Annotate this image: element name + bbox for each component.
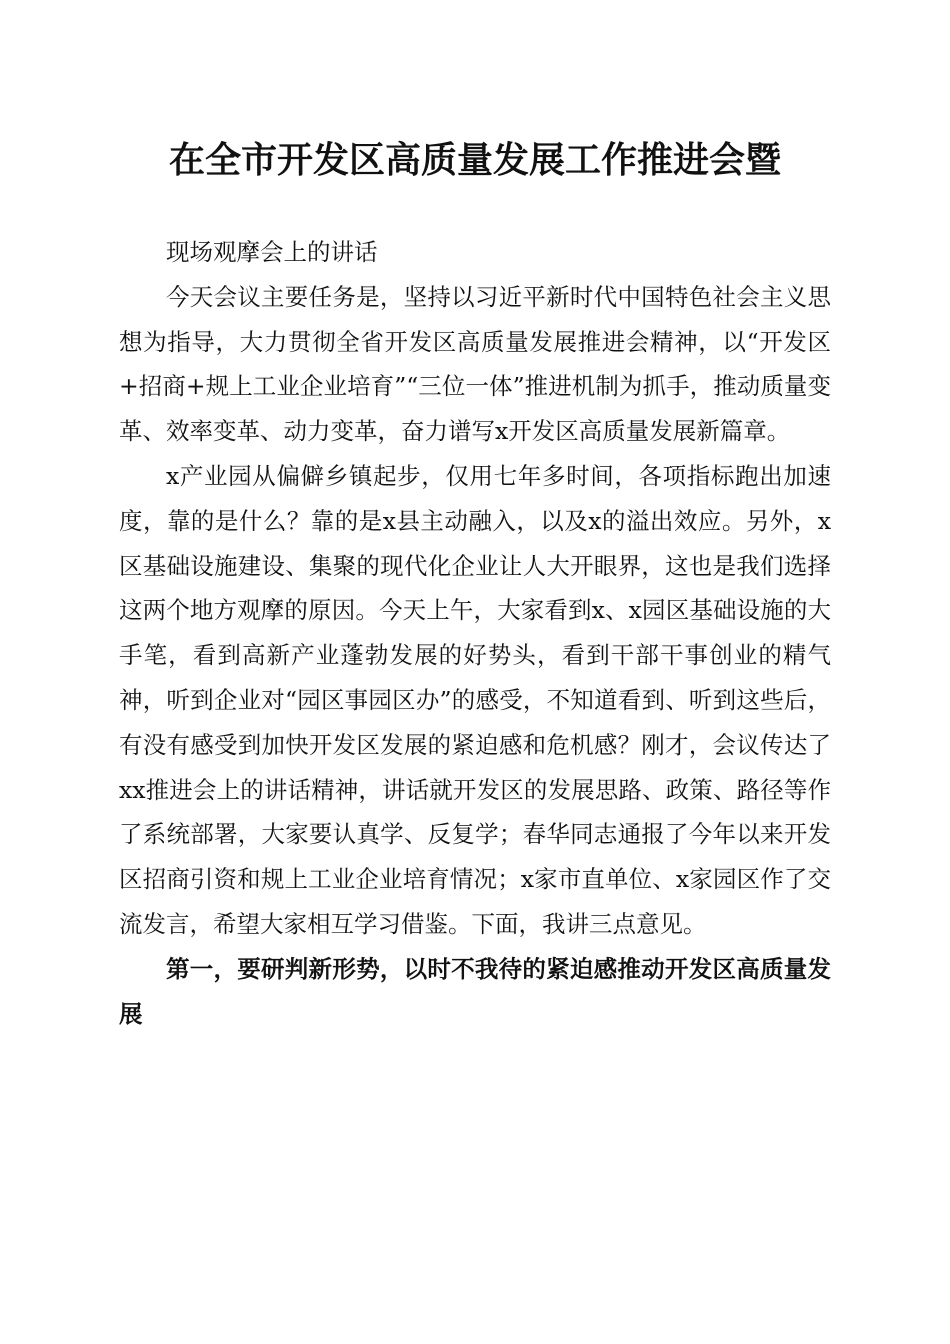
document-subtitle: 现场观摩会上的讲话 xyxy=(166,238,378,266)
section-heading-1: 第一，要研判新形势，以时不我待的紧迫感推动开发区高质量发展 xyxy=(119,954,831,1028)
body-paragraph-1: 今天会议主要任务是，坚持以习近平新时代中国特色社会主义思想为指导，大力贯彻全省开发区高质量发展推进会精神，以“开发区+招商+规上工业企业培育”“三位一体”推进机制为抓手，推动质量变革、效率变革、动力变革，奋力谱写x开发区高质量发展新篇章。 xyxy=(119,282,831,446)
document-body xyxy=(119,230,831,1036)
body-paragraph-2: x产业园从偏僻乡镇起步，仅用七年多时间，各项指标跑出加速度，靠的是什么？靠的是x县主动融入，以及x的溢出效应。另外，x区基础设施建设、集聚的现代化企业让人大开眼界，这也是我们选择这两个地方观摩的原因。今天上午，大家看到x、x园区基础设施的大手笔，看到高新产业蓬勃发展的好势头，看到干部干事创业的精气神，听到企业对“园区事园区办”的感受，不知道看到、听到这些后，有没有感受到加快开发区发展的紧迫感和危机感？刚才，会议传达了xx推进会上的讲话精神，讲话就开发区的发展思路、政策、路径等作了系统部署，大家要认真学、反复学；春华同志通报了今年以来开发区招商引资和规上工业企业培育情况；x家市直单位、x家园区作了交流发言，希望大家相互学习借鉴。下面，我讲三点意见。 xyxy=(119,461,831,938)
document-title: 在全市开发区高质量发展工作推进会暨 xyxy=(168,139,781,181)
